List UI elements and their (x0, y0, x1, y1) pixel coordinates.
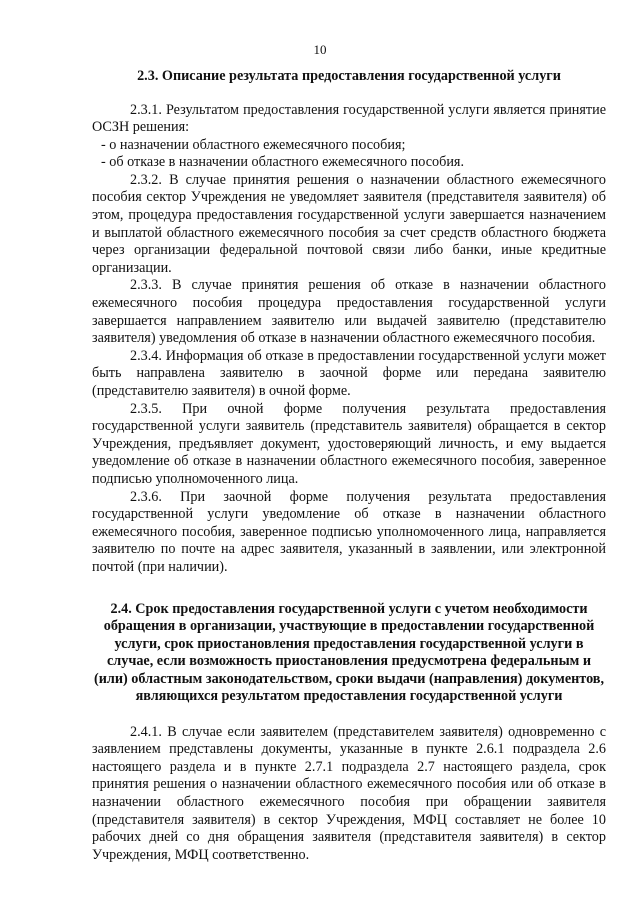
list-item: - об отказе в назначении областного ежемесячного пособия. (101, 154, 465, 171)
paragraph-2-3-6: 2.3.6. При заочной форме получения результата предоставления государственной услуги уведомление об отказе в назначении областного ежемесячного пособия, заверенное подписью уполномоченного лица, направляется заявителю по почте на адрес заявителя, указанный в заявлении, или электронной почтой (при наличии). (92, 488, 606, 575)
paragraph-2-3-3: 2.3.3. В случае принятия решения об отказе в назначении областного ежемесячного пособия процедура предоставления государственной услуги завершается направлением заявителю или выдачей заявителю (представителю заявителя) уведомления об отказе в назначении областного ежемесячного пособия. (92, 277, 606, 347)
paragraph-2-3-1: 2.3.1. Результатом предоставления государственной услуги является принятие ОСЗН решения: (92, 101, 606, 136)
paragraph-2-4-1: 2.4.1. В случае если заявителем (представителем заявителя) одновременно с заявлением представлены документы, указанные в пункте 2.6.1 подраздела 2.6 настоящего раздела и в пункте 2.7.1 подраздела 2.7 настоящего раздела, срок принятия решения о назначении областного ежемесячного пособия или об отказе в назначении областного ежемесячного пособия при обращении заявителя (представителя заявителя) в сектор Учреждения, МФЦ составляет не более 10 рабочих дней со дня обращения заявителя (представителя заявителя) в сектор Учреждения, МФЦ соответственно. (92, 723, 606, 863)
section-2-4-heading: 2.4. Срок предоставления государственной услуги с учетом необходимости обращения в организации, участвующие в предоставлении государственной услуги, срок приостановления предоставления государственной услуги в случае, если возможность приостановления предусмотрена федеральным и (или) областным законодательством, сроки выдачи (направления) документов, являющихся результатом предоставления государственной услуги (93, 600, 605, 705)
paragraph-2-3-5: 2.3.5. При очной форме получения результата предоставления государственной услуги заявитель (представитель заявителя) обращается в сектор Учреждения, предъявляет документ, удостоверяющий личность, и ему выдается уведомление об отказе в назначении областного ежемесячного пособия, заверенное подписью уполномоченного лица. (92, 400, 606, 487)
document-body (92, 68, 606, 864)
section-spacer (92, 577, 606, 601)
list-item: - о назначении областного ежемесячного пособия; (101, 136, 406, 153)
page-number: 10 (313, 42, 327, 57)
section-2-3-heading: 2.3. Описание результата предоставления государственной услуги (137, 68, 561, 84)
paragraph-2-3-4: 2.3.4. Информация об отказе в предоставлении государственной услуги может быть направлена заявителю в заочной форме или передана заявителю (представителю заявителя) в очной форме. (92, 347, 606, 399)
paragraph-2-3-2: 2.3.2. В случае принятия решения о назначении областного ежемесячного пособия сектор Учреждения не уведомляет заявителя (представителя заявителя) об этом, процедура предоставления государственной услуги завершается назначением и выплатой областного ежемесячного пособия за счет средств областного бюджета через организации федеральной почтовой связи либо банки, иные кредитные организации. (92, 171, 606, 276)
